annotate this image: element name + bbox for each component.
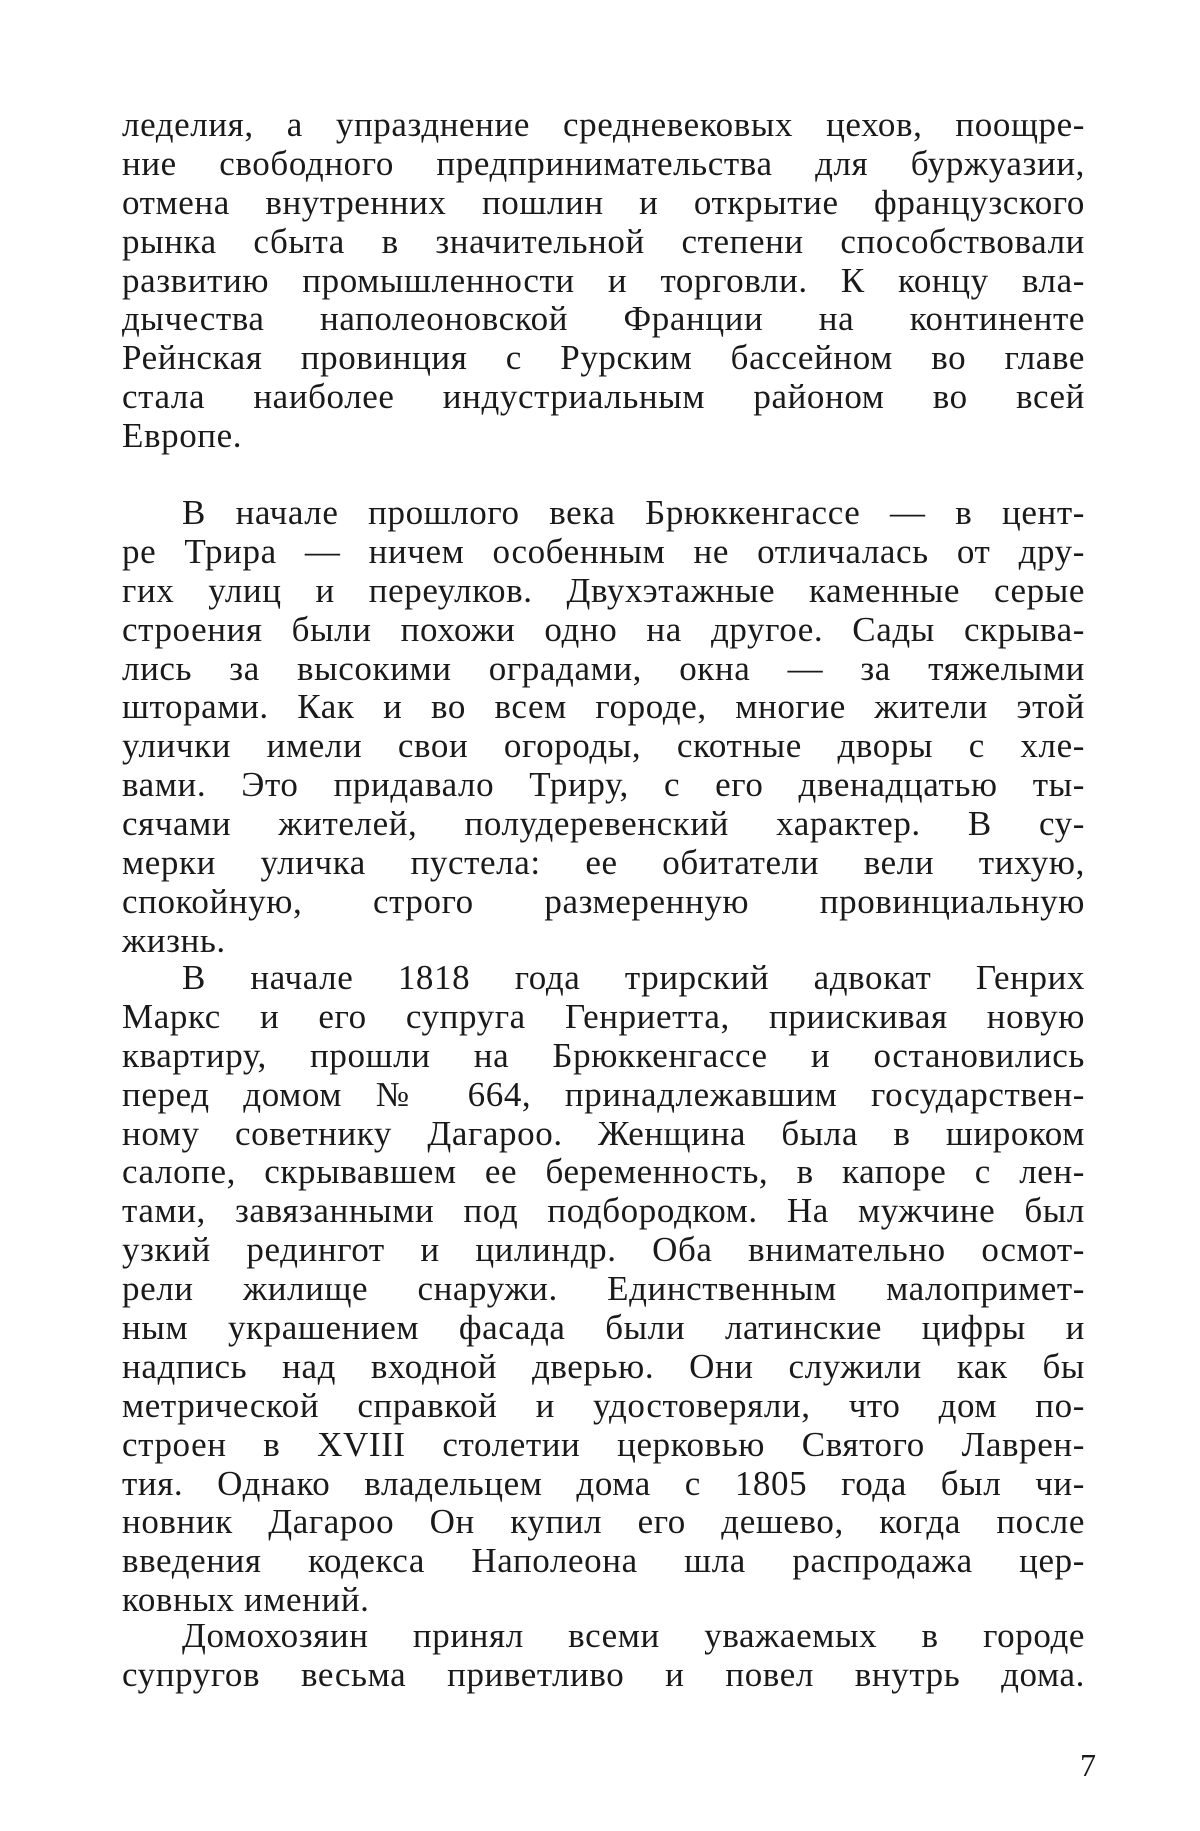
paragraph-landlord (122, 1617, 1085, 1695)
text-line: мерки уличка пустела: ее обитатели вели тихую, (122, 843, 1085, 883)
text-line: строен в XVIII столетии церковью Святого Лаврен- (122, 1424, 1085, 1464)
text-line: надпись над входной дверью. Они служили как бы (122, 1346, 1085, 1386)
text-line: рынка сбыта в значительной степени способствовали (122, 221, 1085, 261)
text-line: Европе. (122, 416, 243, 456)
text-line: супругов весьма приветливо и повел внутрь дома. (122, 1654, 1085, 1694)
text-line: шторами. Как и во всем городе, многие жители этой (122, 687, 1085, 727)
text-line: лись за высокими оградами, окна — за тяжелыми (122, 648, 1085, 688)
text-line: гих улиц и переулков. Двухэтажные каменные серые (122, 570, 1085, 610)
text-line: метрической справкой и удостоверяли, что дом по- (122, 1385, 1085, 1425)
text-line: рели жилище снаружи. Единственным малопримет- (122, 1269, 1085, 1309)
text-line: развитию промышленности и торговли. К концу вла- (122, 260, 1085, 300)
text-line: ковных имений. (122, 1580, 370, 1620)
text-line: узкий редингот и цилиндр. Оба внимательно осмот- (122, 1230, 1085, 1270)
text-line: В начале прошлого века Брюккенгассе — в цент- (182, 493, 1085, 532)
text-line: Рейнская провинция с Рурским бассейном во главе (122, 338, 1085, 378)
text-line: ние свободного предпринимательства для буржуазии, (122, 143, 1085, 183)
text-line: сячами жителей, полудеревенский характер. В су- (122, 804, 1085, 844)
text-line: Маркс и его супруга Генриетта, приискивая новую (122, 996, 1085, 1036)
paragraph-continuation (122, 106, 1085, 456)
text-line: строения были похожи одно на другое. Сады скрыва- (122, 609, 1085, 649)
text-line: леделия, а упразднение средневековых цехов, поощре- (122, 105, 1085, 144)
text-line: тия. Однако владельцем дома с 1805 года был чи- (122, 1463, 1085, 1503)
text-line: вами. Это придавало Триру, с его двенадцатью ты- (122, 765, 1085, 805)
paragraph-bruckengasse (122, 494, 1085, 961)
text-line: перед домом № 664, принадлежавшим государствен- (122, 1074, 1085, 1114)
text-line: спокойную, строго размеренную провинциальную (122, 881, 1085, 921)
paragraph-marx-family (122, 959, 1085, 1620)
page-number: 7 (1080, 1747, 1096, 1783)
text-line: стала наиболее индустриальным районом во всей (122, 377, 1085, 417)
text-line: новник Дагароо Он купил его дешево, когда после (122, 1502, 1085, 1542)
text-line: тами, завязанными под подбородком. На мужчине был (122, 1191, 1085, 1231)
text-line: улички имели свои огороды, скотные дворы с хле- (122, 726, 1085, 766)
text-line: ре Трира — ничем особенным не отличалась от дру- (122, 531, 1085, 571)
text-line: Домохозяин принял всеми уважаемых в городе (182, 1616, 1085, 1655)
text-line: ному советнику Дагароо. Женщина была в широком (122, 1113, 1085, 1153)
text-line: квартиру, прошли на Брюккенгассе и остановились (122, 1035, 1085, 1075)
text-line: В начале 1818 года трирский адвокат Генрих (182, 958, 1085, 997)
text-line: ным украшением фасада были латинские цифры и (122, 1308, 1085, 1348)
text-line: отмена внутренних пошлин и открытие французского (122, 182, 1085, 222)
text-line: салопе, скрывавшем ее беременность, в капоре с лен- (122, 1152, 1085, 1192)
text-line: дычества наполеоновской Франции на континенте (122, 299, 1085, 339)
text-line: жизнь. (122, 920, 226, 960)
text-line: введения кодекса Наполеона шла распродажа цер- (122, 1541, 1085, 1581)
